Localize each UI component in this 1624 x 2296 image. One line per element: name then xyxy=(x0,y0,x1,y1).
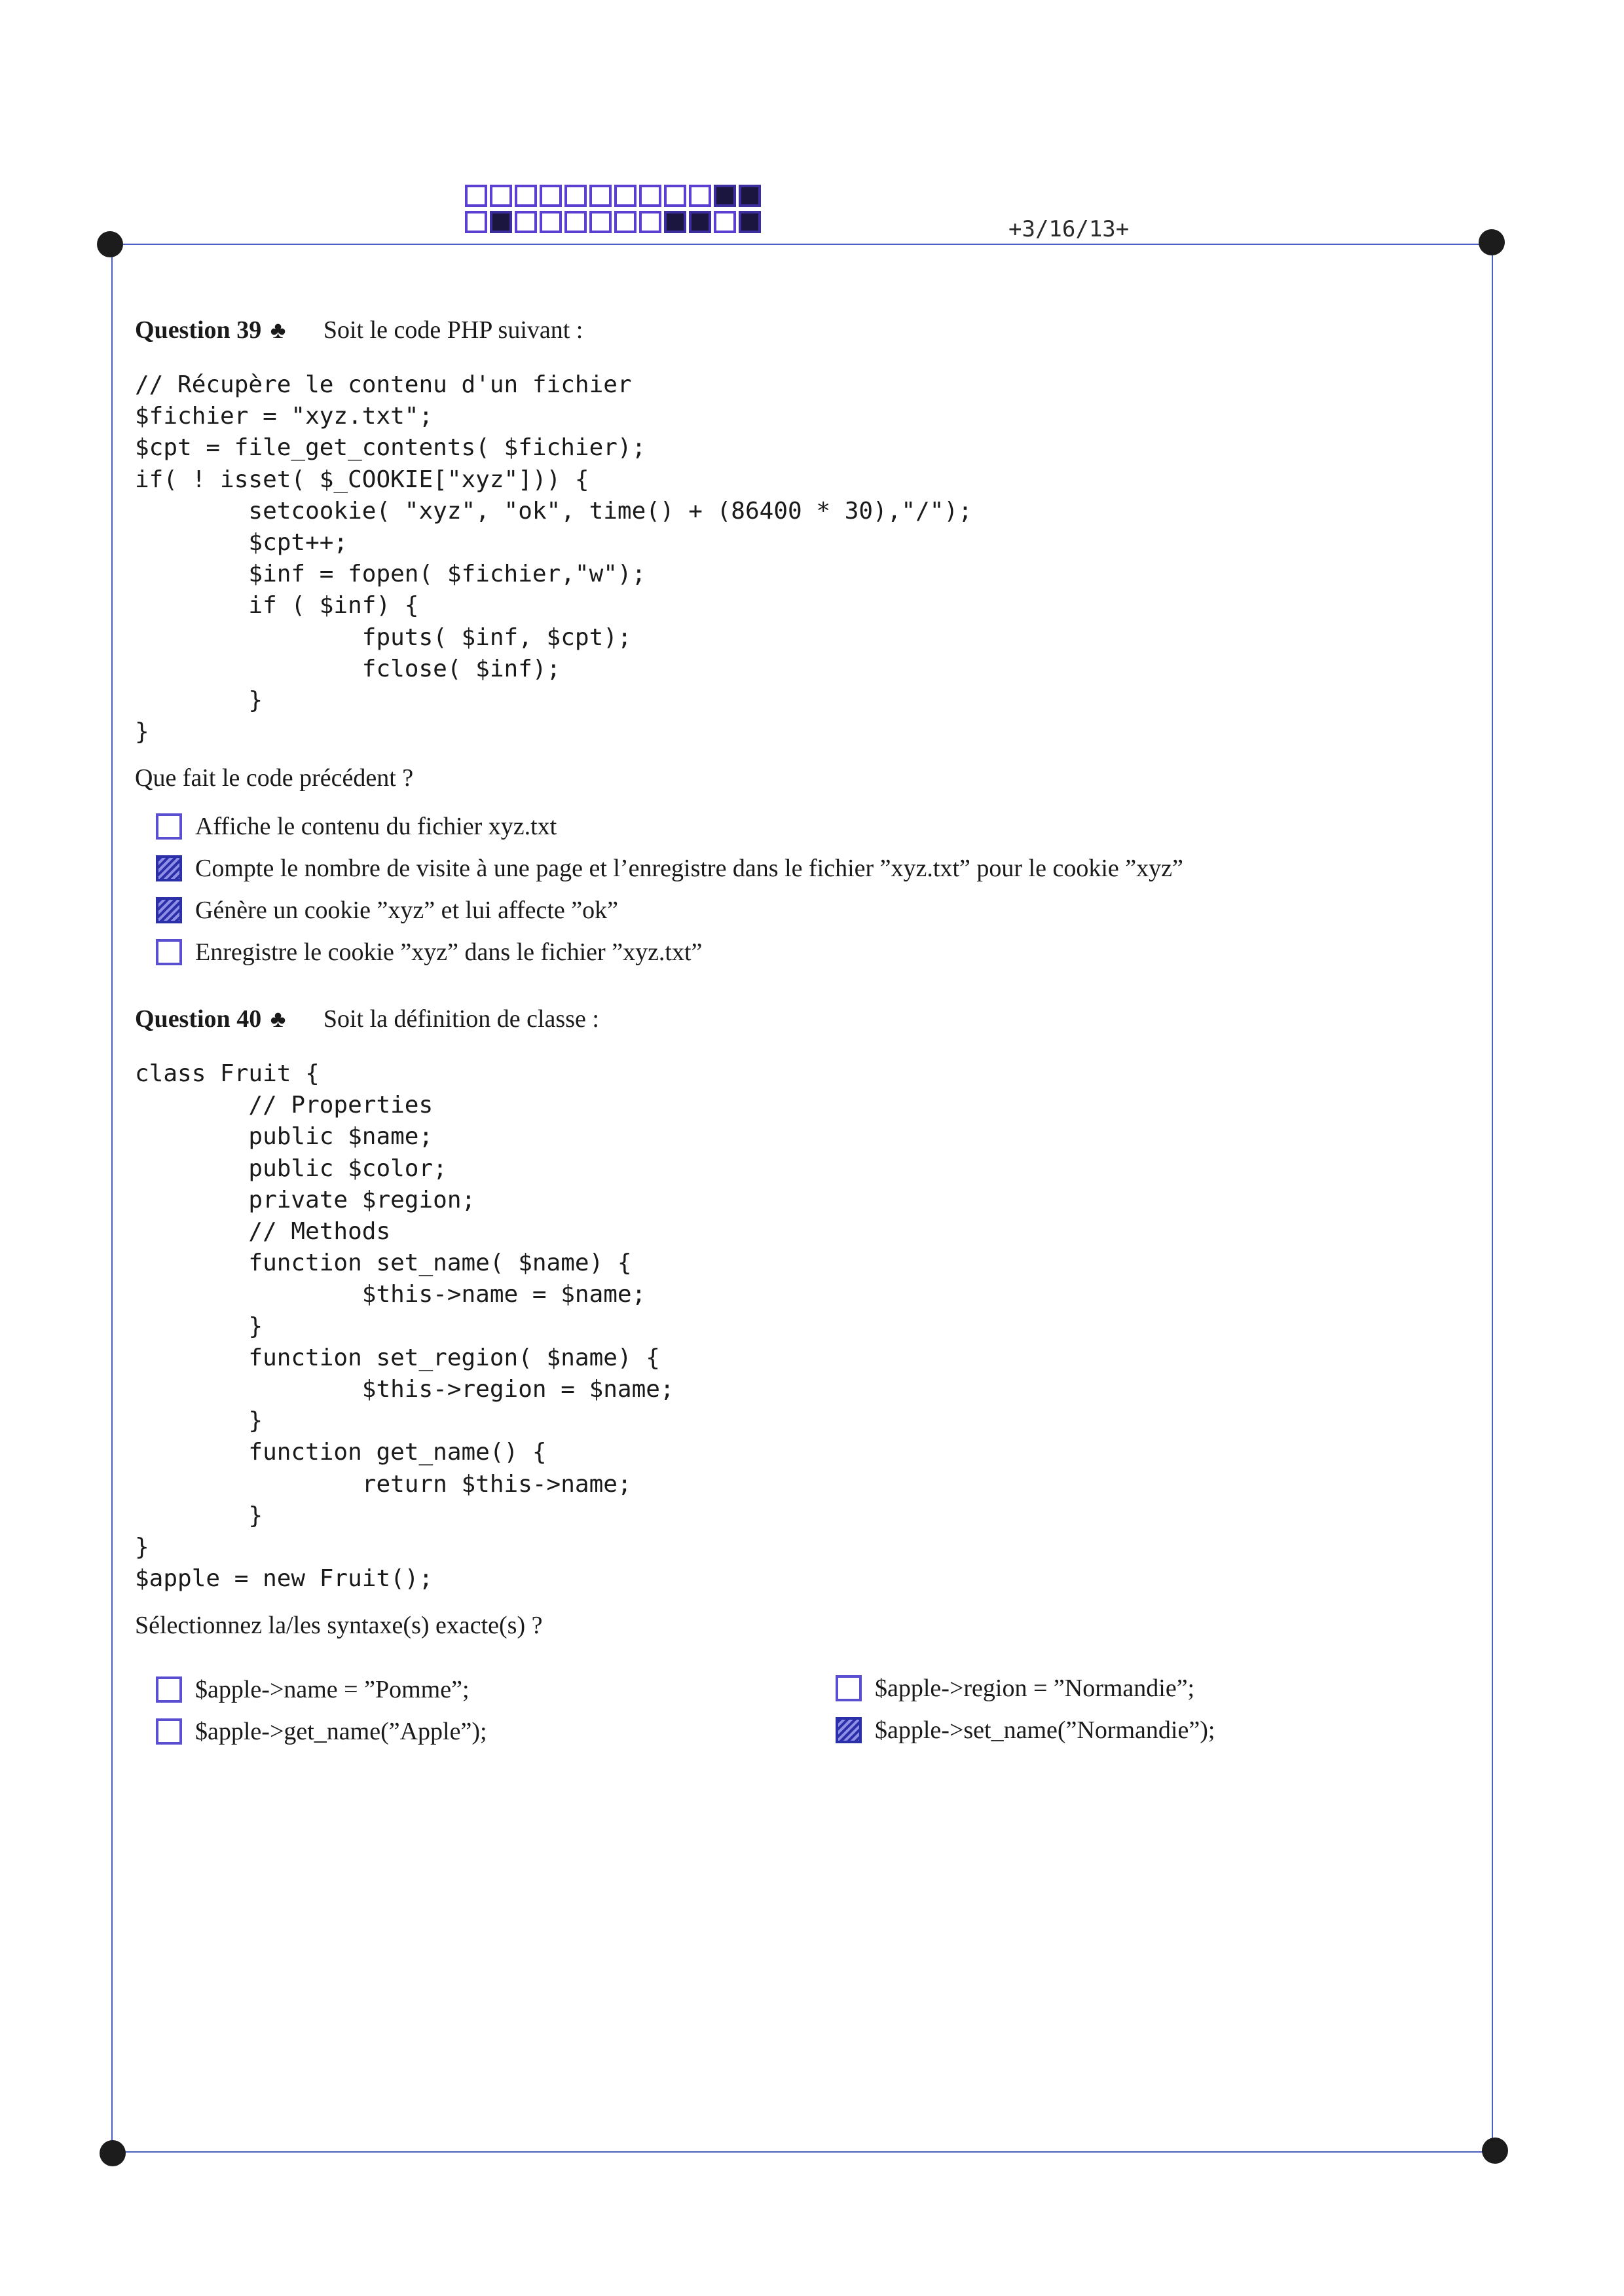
checkbox[interactable] xyxy=(156,813,182,840)
binary-id-code xyxy=(465,185,761,237)
choice-label: Génère un cookie ”xyz” et lui affecte ”ok” xyxy=(195,897,618,924)
q39-choice-4[interactable] xyxy=(156,938,702,967)
question-39-prompt: Que fait le code précédent ? xyxy=(135,764,414,792)
id-code-bit xyxy=(714,185,736,207)
club-icon: ♣ xyxy=(270,1006,286,1032)
id-code-row-1 xyxy=(465,185,761,207)
choice-label: Enregistre le cookie ”xyz” dans le fichier ”xyz.txt” xyxy=(195,938,703,966)
checkbox[interactable] xyxy=(156,939,182,965)
q40-choice-3[interactable] xyxy=(836,1674,1194,1703)
q40-choice-2[interactable] xyxy=(156,1717,487,1746)
id-code-bit xyxy=(490,185,512,207)
id-code-bit xyxy=(540,185,562,207)
id-code-bit xyxy=(589,185,612,207)
q40-choice-4[interactable] xyxy=(836,1716,1215,1745)
id-code-bit xyxy=(540,211,562,233)
frame-left-line xyxy=(111,244,113,2153)
id-code-bit xyxy=(465,211,487,233)
id-code-bit xyxy=(564,211,587,233)
question-40-header xyxy=(135,1005,599,1033)
q40-choice-1[interactable] xyxy=(156,1675,470,1704)
choice-label: $apple->get_name(”Apple”); xyxy=(195,1718,487,1745)
question-40-label: Question 40 xyxy=(135,1005,262,1033)
id-code-bit xyxy=(465,185,487,207)
checkbox[interactable] xyxy=(156,897,182,923)
q39-choice-1[interactable] xyxy=(156,812,557,841)
choice-label: Compte le nombre de visite à une page et l’enregistre dans le fichier ”xyz.txt” pour le cookie ”xyz” xyxy=(195,855,1183,882)
checkbox[interactable] xyxy=(156,1718,182,1745)
choice-label: $apple->region = ”Normandie”; xyxy=(875,1675,1195,1702)
question-39-label: Question 39 xyxy=(135,316,262,344)
id-code-bit xyxy=(490,211,512,233)
id-code-bit xyxy=(739,211,761,233)
corner-mark-top-left xyxy=(97,231,123,257)
q39-choice-3[interactable] xyxy=(156,896,618,925)
choice-label: $apple->name = ”Pomme”; xyxy=(195,1676,470,1703)
checkbox[interactable] xyxy=(836,1675,862,1701)
id-code-bit xyxy=(689,211,711,233)
corner-mark-bottom-right xyxy=(1482,2138,1508,2164)
frame-top-line xyxy=(111,244,1493,245)
id-code-bit xyxy=(639,185,661,207)
id-code-row-2 xyxy=(465,211,761,233)
question-39-header xyxy=(135,316,583,344)
choice-label: Affiche le contenu du fichier xyz.txt xyxy=(195,813,557,840)
id-code-bit xyxy=(664,211,686,233)
page-identifier: +3/16/13+ xyxy=(1008,216,1130,242)
question-40-code: class Fruit { // Properties public $name; public $color; private $region; // Methods function set_name( $name) { $this->name = $name; } function set_region( $name) { $this->region = $name; } function get_name() { return $this->name; } } $apple = new Fruit(); xyxy=(135,1060,674,1593)
club-icon: ♣ xyxy=(270,317,286,343)
corner-mark-top-right xyxy=(1479,229,1505,255)
id-code-bit xyxy=(639,211,661,233)
question-39-code: // Récupère le contenu d'un fichier $fichier = "xyz.txt"; $cpt = file_get_contents( $fichier); if( ! isset( $_COOKIE["xyz"])) { setcookie( "xyz", "ok", time() + (86400 * 30),"/"); $cpt++; $inf = fopen( $fichier,"w"); if ( $inf) { fputs( $inf, $cpt); fclose( $inf); } } xyxy=(135,371,972,746)
id-code-bit xyxy=(515,211,537,233)
frame-bottom-line xyxy=(113,2151,1498,2153)
id-code-bit xyxy=(614,185,637,207)
frame-right-line xyxy=(1492,244,1493,2153)
id-code-bit xyxy=(589,211,612,233)
id-code-bit xyxy=(689,185,711,207)
question-39-text: Soit le code PHP suivant : xyxy=(323,316,583,344)
question-40-text: Soit la définition de classe : xyxy=(323,1005,599,1033)
corner-mark-bottom-left xyxy=(100,2140,126,2166)
checkbox[interactable] xyxy=(156,855,182,881)
checkbox[interactable] xyxy=(836,1717,862,1743)
question-40-prompt: Sélectionnez la/les syntaxe(s) exacte(s) ? xyxy=(135,1612,543,1639)
checkbox[interactable] xyxy=(156,1676,182,1703)
choice-label: $apple->set_name(”Normandie”); xyxy=(875,1716,1215,1744)
q39-choice-2[interactable] xyxy=(156,854,1183,883)
id-code-bit xyxy=(564,185,587,207)
id-code-bit xyxy=(614,211,637,233)
id-code-bit xyxy=(739,185,761,207)
id-code-bit xyxy=(664,185,686,207)
id-code-bit xyxy=(714,211,736,233)
id-code-bit xyxy=(515,185,537,207)
